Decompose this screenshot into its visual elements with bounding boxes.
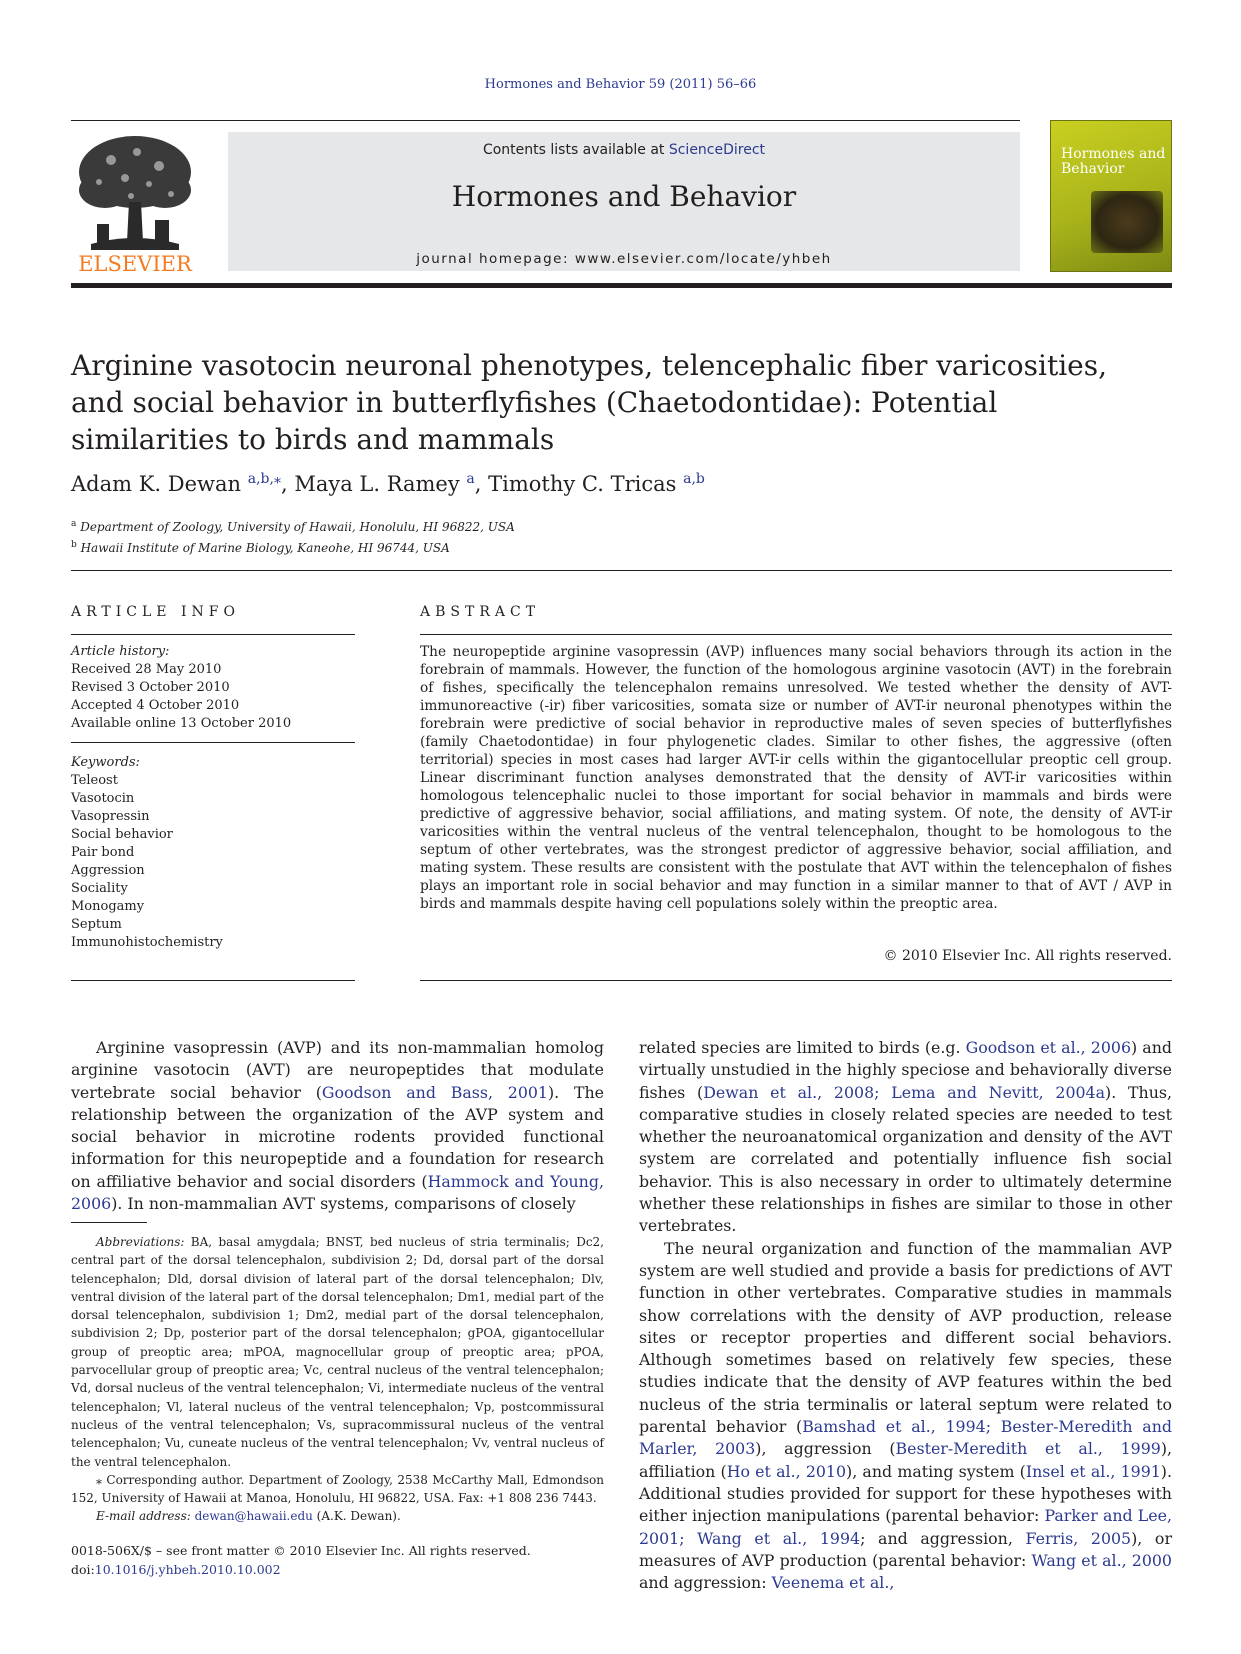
keywords — [71, 754, 355, 952]
abstract-heading: ABSTRACT — [420, 604, 541, 620]
body-text: ) and virtually unstudied in the highly speciose and behaviorally diverse fishes ( — [639, 1038, 1172, 1102]
abbreviations-footnote: Abbreviations: BA, basal amygdala; BNST, bed nucleus of stria terminalis; Dc2, central part of the dorsal telencephalon, subdivision 2; Dd, dorsal part of the dorsal telencephalon; Dld, dorsal division of lateral part of the dorsal telencephalon; Dlv, ventral division of the lateral part of the dorsal telencephalon; Dm1, medial part of the dorsal telencephalon, subdivision 1; Dm2, medial part of the dorsal telencephalon, subdivision 2; Dp, posterior part of the dorsal telencephalon; gPOA, gigantocellular group of preoptic area; mPOA, magnocellular group of preoptic area; pPOA, parvocellular group of preoptic area; Vc, central nucleus of the ventral telencephalon; Vd, dorsal nucleus of the ventral telencephalon; Vi, intermediate nucleus of the ventral telencephalon; Vl, lateral nucleus of the ventral telencephalon; Vp, postcommissural nucleus of the ventral telencephalon; Vs, supracommissural nucleus of the ventral telencephalon; Vu, cuneate nucleus of the ventral telencephalon; Vv, ventral nucleus of the ventral telencephalon. — [71, 1235, 604, 1469]
affiliation-line: $^a$ Department of Zoology, University of Hawaii, Honolulu, HI 96822, USA — [71, 519, 515, 534]
abstract-text: The neuropeptide arginine vasopressin (AVP) influences many social behaviors through its action in the forebrain of mammals. However, the function of the homologous arginine vasotocin (AVT) in the forebrain of fishes, specifically the telencephalon remains unresolved. We tested whether the density of AVT-immunoreactive (-ir) fiber varicosities, somata size or number of AVT-ir neuronal phenotypes within the forebrain were predictive of social behavior in reproductive males of seven species of butterflyfishes (family Chaetodontidae) in four phylogenetic clades. Similar to other fishes, the aggressive (often territorial) species in most cases had larger AVT-ir cells within the gigantocellular preoptic cell group. Linear discriminant function analyses demonstrated that the density of AVT-ir varicosities within homologous telencephalic nuclei to those important for social behavior in mammals and birds were predictive of aggressive behavior, social affiliations, and mating system. Of note, the density of AVT-ir varicosities within the ventral nucleus of the ventral telencephalon, thought to be homologous to the septum of other vertebrates, was the strongest predictor of aggressive behavior, social affiliation, and mating system. These results are consistent with the postulate that AVT within the telencephalon of fishes plays an important role in social behavior and may function in a similar manner to that of AVT / AVP in birds and mammals despite having cell populations solely within the preoptic area. — [420, 644, 1172, 912]
keyword-item: Pair bond — [71, 845, 135, 860]
reference-link[interactable]: Goodson and Bass, 2001 — [321, 1082, 548, 1102]
keyword-item: Monogamy — [71, 899, 145, 914]
article-info-rule — [71, 634, 355, 635]
reference-link[interactable]: Bamshad et al., 1994; Bester-Meredith and Marler, 2003 — [639, 1417, 1172, 1459]
doi-line: doi:10.1016/j.yhbeh.2010.10.002 — [71, 1561, 281, 1577]
reference-link[interactable]: Parker and Lee, 2001; Wang et al., 1994 — [639, 1506, 1172, 1548]
affiliation-line: $^b$ Hawaii Institute of Marine Biology, Kaneohe, HI 96744, USA — [71, 540, 450, 555]
front-matter-line: 0018-506X/$ – see front matter © 2010 Elsevier Inc. All rights reserved. — [71, 1543, 531, 1558]
abstract-rule — [420, 634, 1172, 635]
article-history-label: Article history: — [71, 644, 170, 659]
reference-link[interactable]: Ferris, 2005 — [1025, 1528, 1132, 1548]
author-affiliation-marks[interactable]: a,b — [683, 471, 705, 487]
body-column-right — [639, 1037, 1172, 1594]
keyword-item: Social behavior — [71, 827, 173, 842]
journal-name: Hormones and Behavior — [451, 180, 797, 213]
keyword-item: Aggression — [71, 863, 145, 878]
section-rule — [71, 570, 1172, 571]
article-info-bottom-rule — [71, 980, 355, 981]
body-text: ). The relationship between the organization of the AVP system and social behavior in microtine rodents provided functional information for this neuropeptide and a foundation for research on affiliative behavior and social disorders ( — [71, 1082, 605, 1191]
body-column-left — [71, 1037, 604, 1215]
body-text: ), or measures of AVP production (parental behavior: — [639, 1528, 1172, 1570]
abstract-copyright: © 2010 Elsevier Inc. All rights reserved. — [883, 948, 1172, 964]
author-name: Timothy C. Tricas — [488, 472, 677, 496]
author-name: Maya L. Ramey — [294, 472, 460, 496]
keyword-item: Teleost — [71, 773, 118, 788]
body-text: and aggression: — [639, 1573, 772, 1593]
author-list: Adam K. Dewan $^{a,b,⁎}$, Maya L. Ramey $^a$, Timothy C. Tricas $^{a,b}$ — [71, 471, 705, 496]
keyword-item: Septum — [71, 917, 122, 932]
cover-title: Hormones and Behavior — [1061, 146, 1166, 177]
keyword-item: Immunohistochemistry — [71, 935, 223, 950]
body-paragraph — [639, 1037, 1172, 1238]
elsevier-wordmark: ELSEVIER — [78, 252, 192, 276]
keyword-item: Vasotocin — [71, 791, 135, 806]
keywords-rule — [71, 742, 355, 743]
cover-photo — [1091, 191, 1163, 253]
body-text: ), and mating system ( — [846, 1461, 1026, 1481]
history-item: Revised 3 October 2010 — [71, 680, 230, 695]
contents-prefix: Contents lists available at — [482, 142, 669, 158]
body-text: ), aggression ( — [755, 1439, 896, 1459]
front-matter — [71, 1542, 531, 1579]
reference-link[interactable]: Wang et al., 2000 — [1031, 1550, 1172, 1570]
history-item: Available online 13 October 2010 — [71, 716, 292, 731]
footnotes — [71, 1233, 604, 1526]
history-list — [71, 661, 355, 733]
journal-homepage[interactable]: journal homepage: www.elsevier.com/locate/yhbeh — [416, 251, 832, 267]
email-footnote: E-mail address: dewan@hawaii.edu (A.K. Dewan). — [96, 1509, 401, 1524]
body-text: ; and aggression, — [860, 1528, 1026, 1548]
history-item: Received 28 May 2010 — [71, 662, 222, 677]
body-paragraph — [71, 1037, 604, 1215]
reference-link[interactable]: Veenema et al., — [771, 1573, 895, 1593]
reference-link[interactable]: Dewan et al., 2008; Lema and Nevitt, 2004a — [703, 1082, 1106, 1102]
abstract-bottom-rule — [420, 980, 1172, 981]
keyword-item: Sociality — [71, 881, 128, 896]
header-top-rule — [71, 120, 1020, 121]
reference-link[interactable]: Hammock and Young, 2006 — [71, 1171, 604, 1214]
body-text: ), affiliation ( — [639, 1439, 1173, 1481]
author-name: Adam K. Dewan — [71, 472, 242, 496]
keyword-list — [71, 772, 355, 952]
keywords-label: Keywords: — [71, 755, 140, 770]
article-info-heading: ARTICLE INFO — [71, 604, 240, 620]
email-link[interactable]: dewan@hawaii.edu — [194, 1509, 313, 1524]
history-item: Accepted 4 October 2010 — [71, 698, 240, 713]
contents-line — [228, 142, 1020, 158]
header-thick-rule — [71, 283, 1172, 288]
body-text: ). Additional studies provided for support for these hypotheses with either injection manipulations (parental behavior: — [639, 1461, 1172, 1526]
journal-cover-image — [1050, 120, 1172, 272]
body-text: ). In non-mammalian AVT systems, comparisons of closely — [111, 1194, 576, 1214]
journal-header-box — [228, 132, 1020, 271]
footnote-rule — [71, 1222, 147, 1223]
doi-link[interactable]: 10.1016/j.yhbeh.2010.10.002 — [94, 1561, 281, 1577]
author-affiliation-marks[interactable]: a — [466, 471, 475, 487]
body-text: related species are limited to birds (e.g. — [639, 1038, 966, 1057]
body-text: Arginine vasopressin (AVP) and its non-mammalian homolog arginine vasotocin (AVT) are neuropeptides that modulate vertebrate social behavior ( — [71, 1038, 604, 1102]
reference-link[interactable]: Bester-Meredith et al., 1999 — [895, 1439, 1161, 1459]
article-history — [71, 643, 355, 733]
corresponding-author-footnote: ⁎ Corresponding author. Department of Zoology, 2538 McCarthy Mall, Edmondson 152, University of Hawaii at Manoa, Honolulu, HI 96822, USA. Fax: +1 808 236 7443. — [71, 1472, 604, 1506]
keyword-item: Vasopressin — [71, 809, 150, 824]
body-text: The neural organization and function of the mammalian AVP system are well studied and provide a basis for predictions of AVT function in other vertebrates. Comparative studies in mammals show correlations with the density of AVP production, release sites or receptor properties and different social behaviors. Although sometimes based on relatively few species, these studies indicate that the density of AVP features within the bed nucleus of the stria terminalis or lateral septum were related to parental behavior ( — [639, 1238, 1172, 1437]
affiliations — [71, 515, 515, 557]
journal-citation[interactable]: Hormones and Behavior 59 (2011) 56–66 — [484, 77, 757, 92]
sciencedirect-link[interactable]: ScienceDirect — [668, 142, 766, 158]
reference-link[interactable]: Ho et al., 2010 — [726, 1461, 847, 1481]
reference-link[interactable]: Goodson et al., 2006 — [965, 1038, 1131, 1057]
body-paragraph — [639, 1238, 1172, 1595]
reference-link[interactable]: Insel et al., 1991 — [1025, 1461, 1161, 1481]
author-affiliation-marks[interactable]: a,b,⁎ — [247, 471, 281, 487]
body-text: ). Thus, comparative studies in closely related species are needed to test whether the neuroanatomical organization and density of the AVT system are correlated and potentially influence fish social behavior. This is also necessary in order to ultimately determine whether these relationships in fishes are similar to those in other vertebrates. — [639, 1082, 1173, 1236]
article-title: Arginine vasotocin neuronal phenotypes, telencephalic fiber varicosities, and social behavior in butterflyfishes (Chaetodontidae): Potential similarities to birds and mammals — [71, 349, 1107, 456]
